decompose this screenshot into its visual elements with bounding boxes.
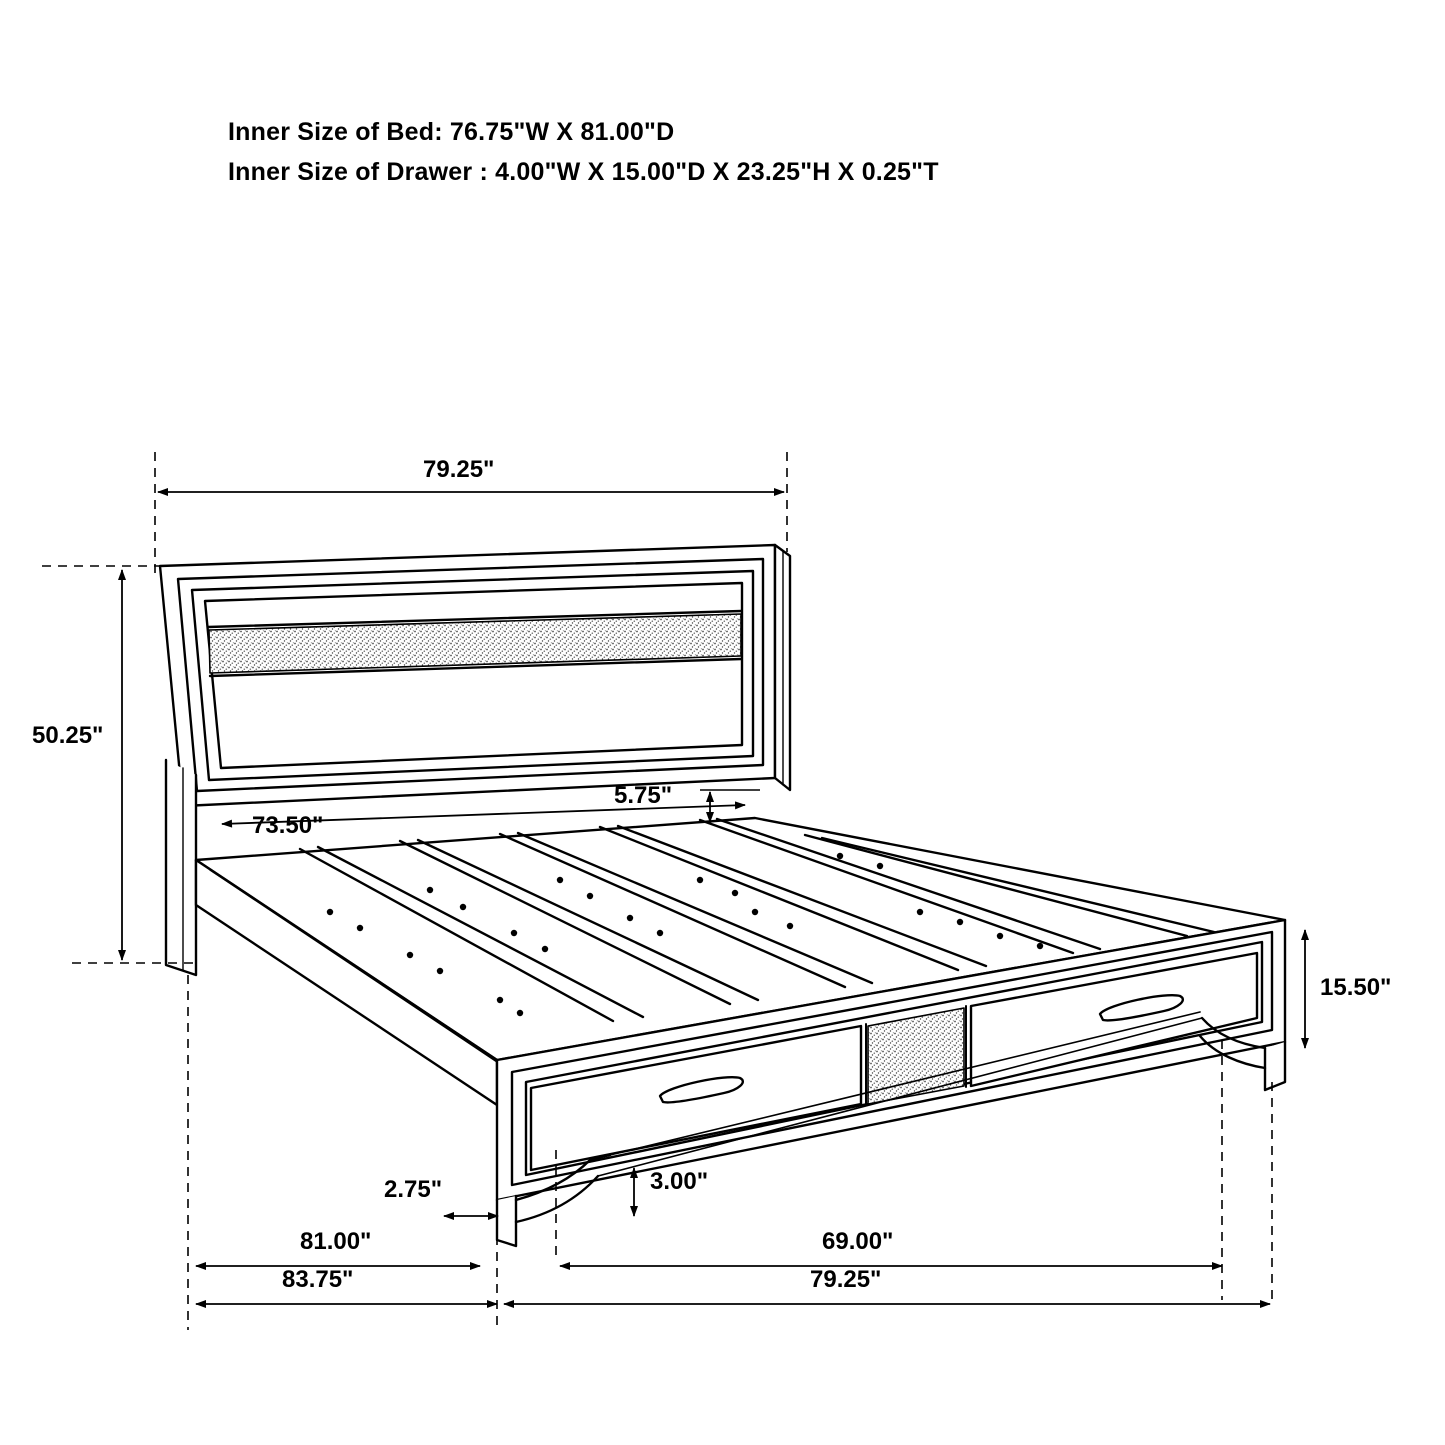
dimension-label-inner-width: 73.50" (252, 812, 324, 839)
dimension-label-footboard-height: 15.50" (1320, 974, 1392, 1001)
dimension-label-top-width: 79.25" (423, 456, 495, 483)
dimension-label-rail-drop: 5.75" (614, 782, 673, 809)
dimension-label-depth-outer: 83.75" (282, 1266, 354, 1293)
dimension-label-headboard-height: 50.25" (32, 722, 104, 749)
dimension-label-drawer-span: 69.00" (822, 1228, 894, 1255)
note-drawer-inner-size: Inner Size of Drawer : 4.00"W X 15.00"D X 23.25"H X 0.25"T (228, 158, 939, 186)
dimension-label-foot-edge: 2.75" (384, 1176, 443, 1203)
note-bed-inner-size: Inner Size of Bed: 76.75"W X 81.00"D (228, 118, 675, 146)
dimension-label-bottom-width: 79.25" (810, 1266, 882, 1293)
dimension-label-depth-inner: 81.00" (300, 1228, 372, 1255)
dimension-label-foot-bottom: 3.00" (650, 1168, 709, 1195)
